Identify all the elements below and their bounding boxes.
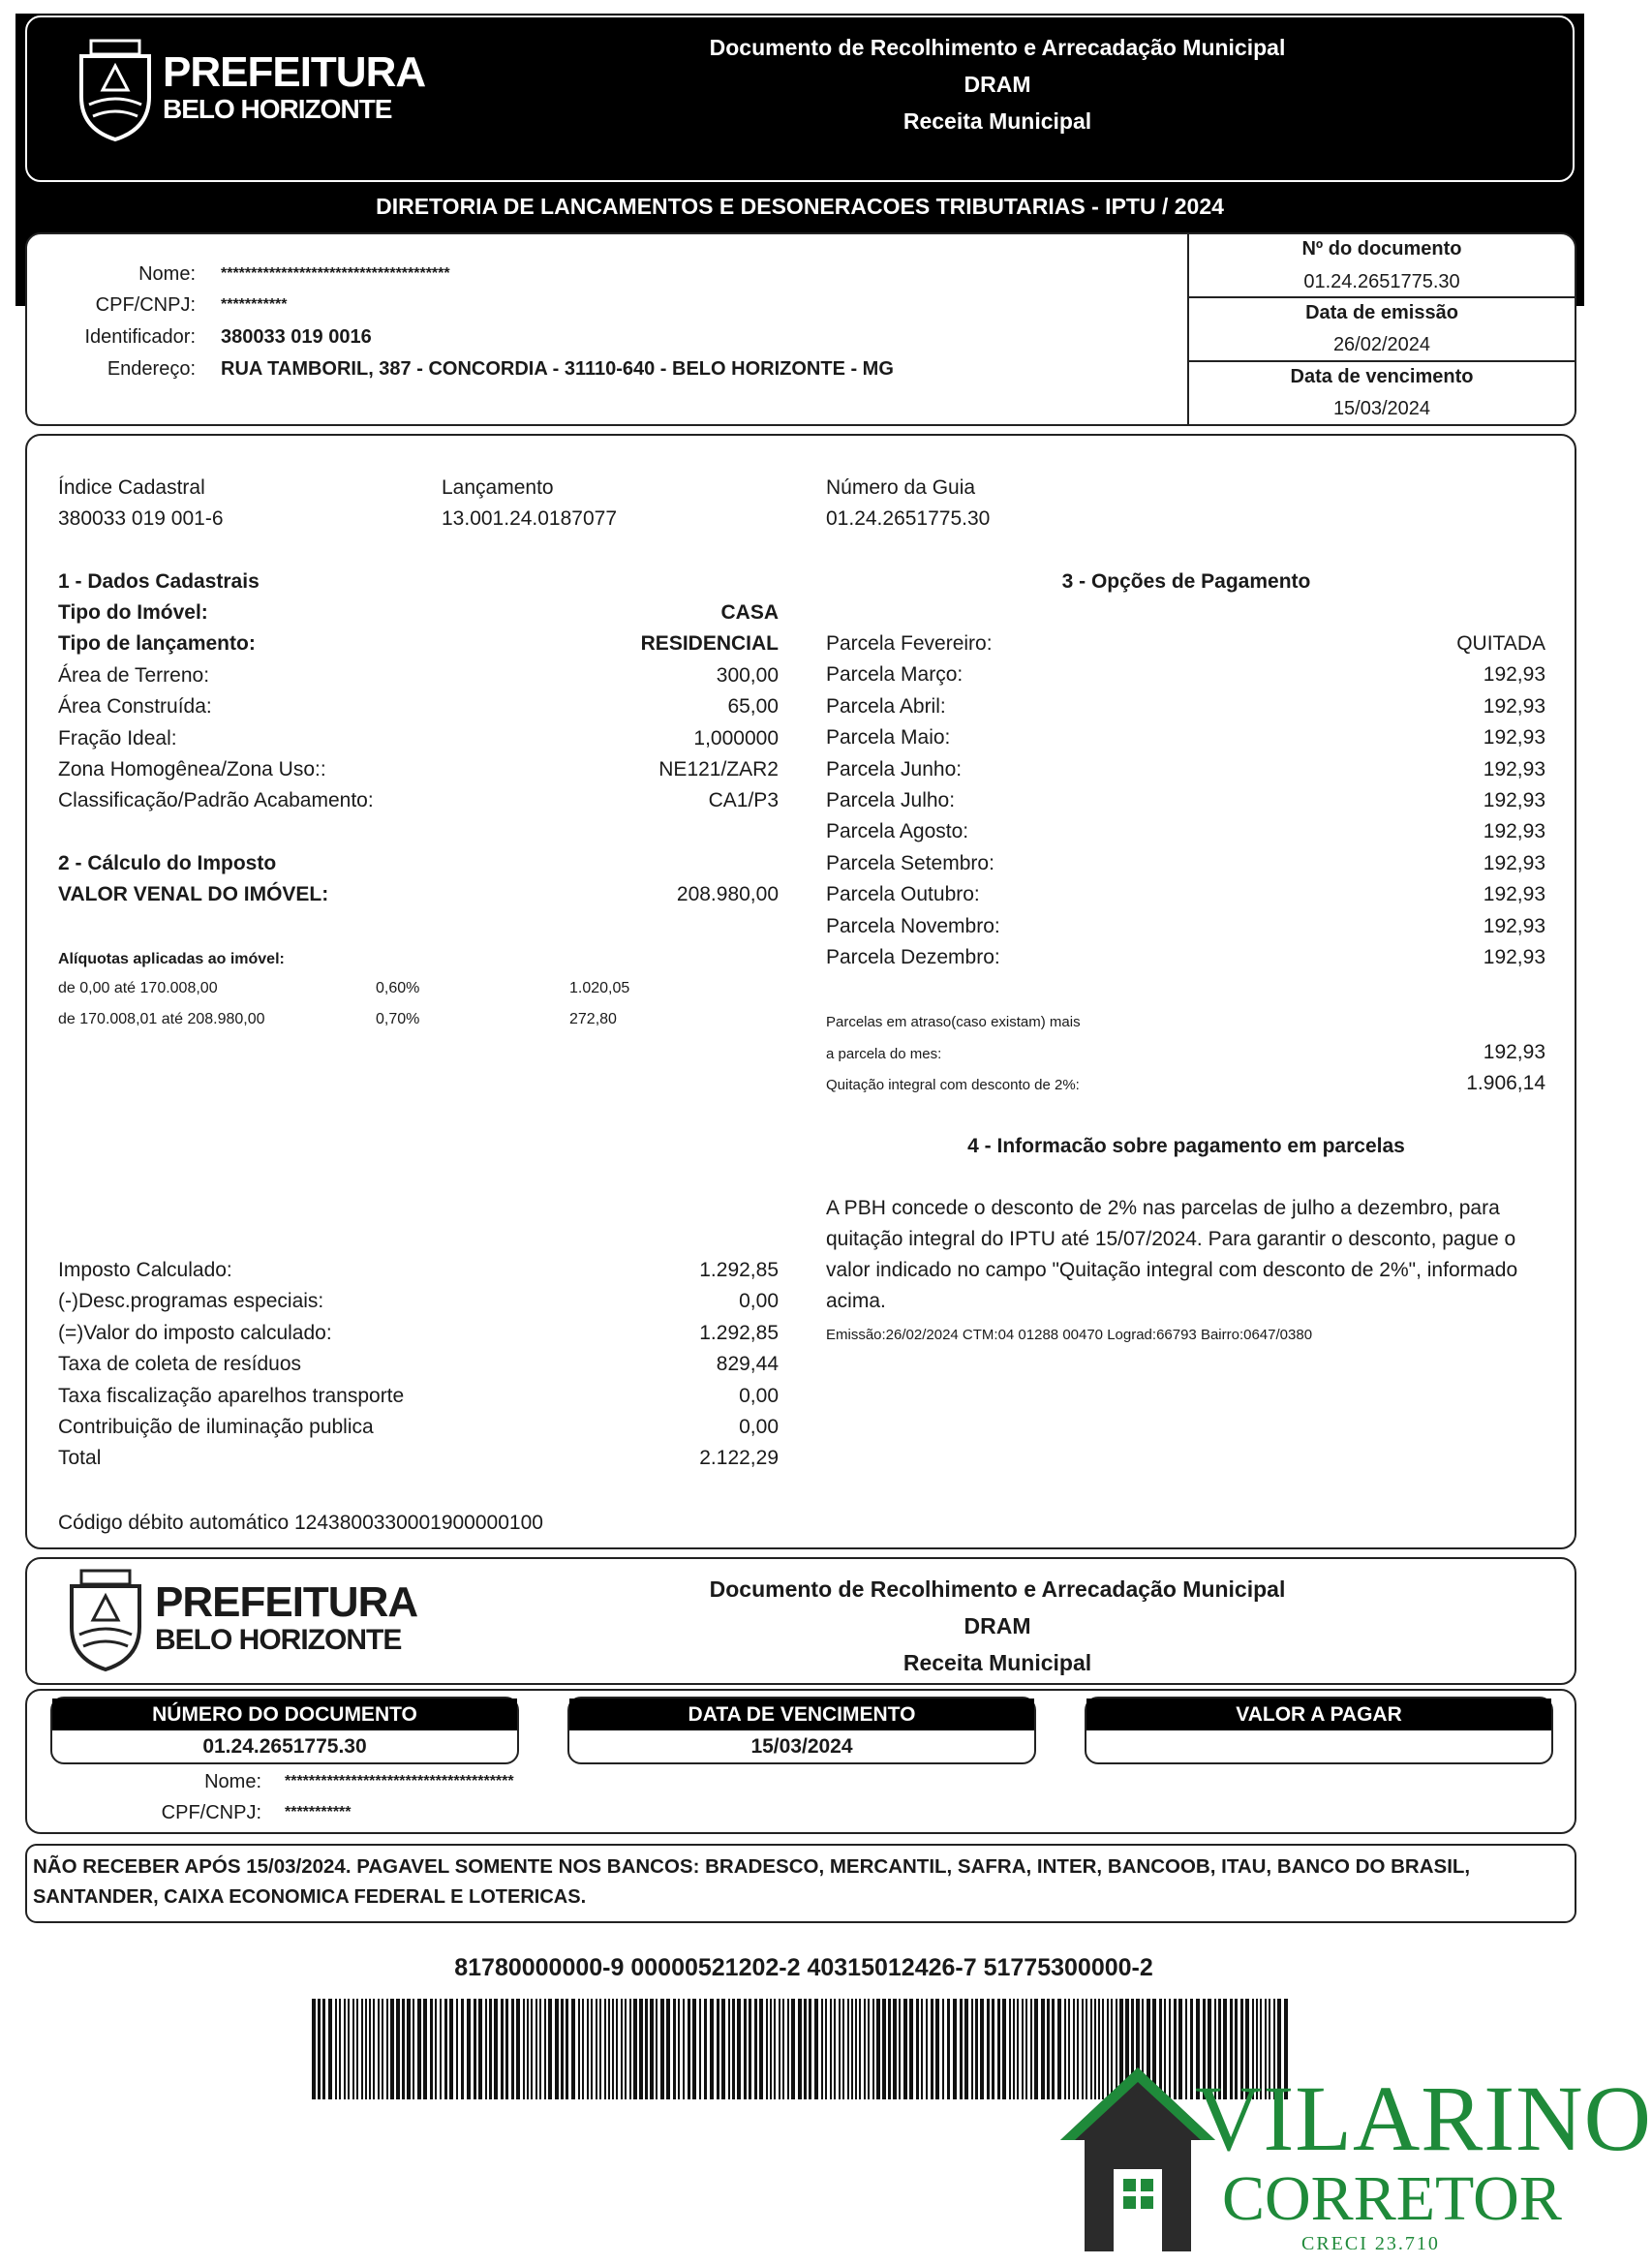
quitacao-label: Quitação integral com desconto de 2%: xyxy=(826,1077,1080,1093)
barcode-bar xyxy=(770,1999,772,2099)
barcode-bar xyxy=(851,1999,853,2099)
barcode-bar xyxy=(791,1999,795,2099)
barcode-bar xyxy=(666,1999,670,2099)
barcode-bar xyxy=(673,1999,676,2099)
total-row-label: Taxa fiscalização aparelhos transporte xyxy=(58,1384,405,1407)
barcode-bar xyxy=(629,1999,631,2099)
barcode-bar xyxy=(352,1999,354,2099)
cpf-label: CPF/CNPJ: xyxy=(95,294,196,316)
barcode-bar xyxy=(599,1999,601,2099)
barcode-bar xyxy=(859,1999,861,2099)
barcode-bar xyxy=(893,1999,897,2099)
barcode-bar xyxy=(779,1999,780,2099)
barcode-bar xyxy=(440,1999,442,2099)
cadastral-row-value: RESIDENCIAL xyxy=(640,632,779,656)
barcode-bar xyxy=(1047,1999,1050,2099)
barcode-bar xyxy=(539,1999,541,2099)
barcode-bar xyxy=(386,1999,388,2099)
barcode-bar xyxy=(511,1999,514,2099)
barcode-bar xyxy=(997,1999,1000,2099)
barcode-bar xyxy=(864,1999,866,2099)
total-row-label: Total xyxy=(58,1447,102,1470)
barcode-bar xyxy=(721,1999,725,2099)
barcode-bar xyxy=(766,1999,768,2099)
barcode-bar xyxy=(616,1999,618,2099)
cadastral-row-value: 300,00 xyxy=(716,663,779,687)
barcode-bar xyxy=(501,1999,504,2099)
total-row-value: 829,44 xyxy=(716,1353,779,1376)
barcode-bar xyxy=(1009,1999,1011,2099)
atraso-line2: a parcela do mes: xyxy=(826,1046,942,1062)
barcode-bar xyxy=(942,1999,944,2099)
barcode-bar xyxy=(692,1999,696,2099)
doc-info-line2 xyxy=(1189,360,1575,362)
parcela-row-label: Parcela Novembro: xyxy=(826,914,1000,937)
barcode-bar xyxy=(328,1999,332,2099)
stub-title-line3: Receita Municipal xyxy=(902,1650,1092,1675)
barcode-bar xyxy=(435,1999,437,2099)
barcode-bar xyxy=(578,1999,580,2099)
stub-brand-line2: BELO HORIZONTE xyxy=(155,1624,402,1656)
barcode-bar xyxy=(754,1999,757,2099)
barcode-bar xyxy=(960,1999,963,2099)
aliquota-range: de 0,00 até 170.008,00 xyxy=(58,980,218,996)
doc-info-divider xyxy=(1187,234,1189,424)
barcode-bar xyxy=(378,1999,380,2099)
brand-line2: BELO HORIZONTE xyxy=(163,94,392,124)
barcode-bar xyxy=(660,1999,664,2099)
barcode-bar xyxy=(555,1999,559,2099)
barcode-bar xyxy=(587,1999,589,2099)
total-row-label: Contribuição de iluminação publica xyxy=(58,1416,374,1438)
parcela-row-value: 192,93 xyxy=(1483,914,1545,937)
barcode-bar xyxy=(478,1999,482,2099)
venal-value: 208.980,00 xyxy=(676,883,779,905)
total-row-value: 1.292,85 xyxy=(699,1259,779,1281)
barcode-bar xyxy=(683,1999,685,2099)
barcode-bar xyxy=(535,1999,537,2099)
barcode-bar xyxy=(774,1999,776,2099)
notice-line2: SANTANDER, CAIXA ECONOMICA FEDERAL E LOTERICAS. xyxy=(33,1886,587,1908)
barcode-bar xyxy=(1017,1999,1019,2099)
total-row-label: (=)Valor do imposto calculado: xyxy=(58,1321,332,1344)
total-row-value: 0,00 xyxy=(739,1290,779,1313)
watermark-line2: CORRETOR xyxy=(1222,2163,1562,2234)
barcode-bar xyxy=(494,1999,498,2099)
section4-text-4: acima. xyxy=(826,1290,886,1312)
barcode-bar xyxy=(834,1999,836,2099)
cpf-value: *********** xyxy=(221,296,288,313)
watermark-line3: CRECI 23.710 xyxy=(1301,2233,1440,2254)
total-row-label: (-)Desc.programas especiais: xyxy=(58,1290,324,1313)
barcode-bar xyxy=(971,1999,973,2099)
header-title-line3: Receita Municipal xyxy=(902,108,1092,134)
barcode-bar xyxy=(688,1999,690,2099)
watermark-line1: VILARINO xyxy=(1195,2066,1652,2170)
barcode-bar xyxy=(369,1999,371,2099)
barcode-bar xyxy=(953,1999,957,2099)
issue-date-value: 26/02/2024 xyxy=(1332,334,1431,355)
aliquota-rate: 0,70% xyxy=(376,1011,420,1027)
section4-text-1: A PBH concede o desconto de 2% nas parcelas de julho a dezembro, para xyxy=(826,1197,1500,1219)
barcode-bar xyxy=(868,1999,870,2099)
barcode-bar xyxy=(318,1999,321,2099)
barcode-bar xyxy=(787,1999,789,2099)
main-body-box xyxy=(25,434,1576,1549)
aliquotas-title: Alíquotas aplicadas ao imóvel: xyxy=(58,951,285,967)
parcela-row-value: 192,93 xyxy=(1483,726,1545,750)
barcode-bar xyxy=(814,1999,818,2099)
total-row-value: 2.122,29 xyxy=(699,1447,779,1470)
cadastral-row-label: Área Construída: xyxy=(58,695,212,719)
barcode-bar xyxy=(935,1999,939,2099)
guia-label: Número da Guia xyxy=(826,476,976,499)
header-title-line1: Documento de Recolhimento e Arrecadação Municipal xyxy=(709,35,1286,60)
barcode-bar xyxy=(916,1999,919,2099)
cadastral-row-label: Fração Ideal: xyxy=(58,726,177,750)
barcode-bar xyxy=(975,1999,978,2099)
barcode-bar xyxy=(931,1999,933,2099)
total-row-label: Imposto Calculado: xyxy=(58,1259,232,1281)
barcode-bar xyxy=(759,1999,763,2099)
parcela-row-value: 192,93 xyxy=(1483,883,1545,906)
parcela-row-label: Parcela Outubro: xyxy=(826,883,980,906)
barcode-bar xyxy=(899,1999,901,2099)
section3-title: 3 - Opções de Pagamento xyxy=(1061,570,1311,593)
cadastral-row-value: CASA xyxy=(720,601,779,624)
barcode-bar xyxy=(903,1999,907,2099)
barcode-bar xyxy=(361,1999,363,2099)
barcode-bar xyxy=(633,1999,637,2099)
guia-value: 01.24.2651775.30 xyxy=(826,507,991,530)
name-value: ************************************** xyxy=(221,265,450,282)
parcela-row-label: Parcela Dezembro: xyxy=(826,946,1000,968)
barcode-bar xyxy=(444,1999,447,2099)
barcode-bar xyxy=(467,1999,471,2099)
barcode-bar xyxy=(523,1999,525,2099)
parcela-row-value: 192,93 xyxy=(1483,789,1545,811)
brand-line1: PREFEITURA xyxy=(163,48,426,96)
cadastral-row-value: 65,00 xyxy=(727,695,779,719)
parcela-row-label: Parcela Agosto: xyxy=(826,820,969,843)
barcode-bar xyxy=(1041,1999,1045,2099)
barcode-bar xyxy=(591,1999,593,2099)
barcode-bar xyxy=(1030,1999,1032,2099)
lancamento-label: Lançamento xyxy=(442,476,554,499)
barcode-bar xyxy=(365,1999,367,2099)
atraso-value: 192,93 xyxy=(1483,1041,1545,1063)
barcode-bar xyxy=(322,1999,325,2099)
doc-number-value: 01.24.2651775.30 xyxy=(1303,271,1460,292)
barcode-bar xyxy=(485,1999,487,2099)
barcode-bar xyxy=(373,1999,375,2099)
barcode-bar xyxy=(809,1999,811,2099)
barcode-bar xyxy=(356,1999,358,2099)
barcode-bar xyxy=(344,1999,346,2099)
barcode-bar xyxy=(621,1999,623,2099)
barcode-bar xyxy=(1002,1999,1006,2099)
barcode-bar xyxy=(571,1999,575,2099)
barcode-bar xyxy=(872,1999,874,2099)
barcode-bar xyxy=(449,1999,453,2099)
parcela-row-label: Parcela Abril: xyxy=(826,694,946,718)
barcode-bar xyxy=(516,1999,520,2099)
stub-amount-label: VALOR A PAGAR xyxy=(1086,1699,1551,1730)
stub-brand-line1: PREFEITURA xyxy=(155,1578,418,1626)
barcode-bar xyxy=(926,1999,928,2099)
quitacao-value: 1.906,14 xyxy=(1466,1072,1545,1094)
debito-automatico: Código débito automático 1243800330001900000100 xyxy=(58,1512,543,1534)
barcode-bar xyxy=(882,1999,886,2099)
barcode-bar xyxy=(596,1999,597,2099)
emissao-line: Emissão:26/02/2024 CTM:04 01288 00470 Lograd:66793 Bairro:0647/0380 xyxy=(826,1327,1313,1343)
identifier-value: 380033 019 0016 xyxy=(221,326,372,348)
barcode-bar xyxy=(566,1999,568,2099)
barcode-bar xyxy=(947,1999,950,2099)
barcode-bar xyxy=(987,1999,990,2099)
parcela-row-value: 192,93 xyxy=(1483,820,1545,843)
parcela-row-value: 192,93 xyxy=(1483,851,1545,874)
cadastral-row-label: Tipo do Imóvel: xyxy=(58,601,208,624)
barcode-bar xyxy=(656,1999,658,2099)
barcode-bar xyxy=(839,1999,841,2099)
barcode-bar xyxy=(842,1999,844,2099)
barcode-bar xyxy=(402,1999,405,2099)
parcela-row-label: Parcela Fevereiro: xyxy=(826,632,993,655)
atraso-line1: Parcelas em atraso(caso existam) mais xyxy=(826,1014,1081,1030)
barcode-bar xyxy=(964,1999,968,2099)
aliquota-rate: 0,60% xyxy=(376,980,420,996)
barcode-bar xyxy=(1052,1999,1055,2099)
doc-number-label: Nº do documento xyxy=(1301,238,1462,260)
barcode-bar xyxy=(855,1999,857,2099)
identifier-label: Identificador: xyxy=(84,326,196,348)
barcode-bar xyxy=(548,1999,552,2099)
name-label: Nome: xyxy=(138,263,196,285)
cadastral-row-label: Zona Homogênea/Zona Uso:: xyxy=(58,758,326,781)
stub-title-line2: DRAM xyxy=(964,1613,1031,1638)
barcode-bar xyxy=(430,1999,433,2099)
section1-title: 1 - Dados Cadastrais xyxy=(58,570,260,593)
barcode-bar xyxy=(582,1999,584,2099)
address-value: RUA TAMBORIL, 387 - CONCORDIA - 31110-640 - BELO HORIZONTE - MG xyxy=(221,358,894,380)
section4-title: 4 - Informacão sobre pagamento em parcelas xyxy=(967,1135,1405,1157)
barcode-bar xyxy=(821,1999,823,2099)
aliquota-value: 272,80 xyxy=(569,1011,617,1027)
stub-doc-number xyxy=(50,1697,519,1764)
barcode-bar xyxy=(1013,1999,1015,2099)
barcode-bar xyxy=(312,1999,316,2099)
barcode-bar xyxy=(382,1999,383,2099)
total-row-value: 0,00 xyxy=(739,1416,779,1438)
barcode-bar xyxy=(544,1999,546,2099)
stub-title-line1: Documento de Recolhimento e Arrecadação Municipal xyxy=(709,1576,1286,1602)
parcela-row-value: 192,93 xyxy=(1483,757,1545,781)
section4-text-3: valor indicado no campo "Quitação integral com desconto de 2%", informado xyxy=(826,1259,1518,1281)
barcode-bar xyxy=(407,1999,411,2099)
cadastral-row-value: NE121/ZAR2 xyxy=(658,758,779,781)
barcode-bar xyxy=(830,1999,832,2099)
barcode-bar xyxy=(847,1999,849,2099)
total-row-label: Taxa de coleta de resíduos xyxy=(58,1353,301,1376)
barcode-bar xyxy=(531,1999,533,2099)
city-crest-logo-stub xyxy=(62,1567,149,1673)
parcela-row-label: Parcela Março: xyxy=(826,663,964,687)
barcode-bar xyxy=(339,1999,341,2099)
barcode-bar xyxy=(749,1999,751,2099)
barcode-bar xyxy=(1022,1999,1024,2099)
barcode-bar xyxy=(992,1999,994,2099)
stub-due-date-label: DATA DE VENCIMENTO xyxy=(569,1699,1034,1730)
section2-title: 2 - Cálculo do Imposto xyxy=(58,852,277,874)
barcode-bar xyxy=(604,1999,606,2099)
barcode-bar xyxy=(335,1999,337,2099)
barcode-bar xyxy=(888,1999,891,2099)
barcode-bar xyxy=(639,1999,643,2099)
barcode-bar xyxy=(717,1999,719,2099)
barcode-bar xyxy=(645,1999,648,2099)
barcode-bar xyxy=(625,1999,627,2099)
stub-name-value: ************************************** xyxy=(285,1773,514,1790)
stub-doc-number-label: NÚMERO DO DOCUMENTO xyxy=(52,1699,517,1730)
parcela-row-label: Parcela Setembro: xyxy=(826,851,994,874)
notice-line1: NÃO RECEBER APÓS 15/03/2024. PAGAVEL SOMENTE NOS BANCOS: BRADESCO, MERCANTIL, SAFRA, INTER, BANCOOB, ITAU, BANCO DO BRASIL, xyxy=(33,1855,1471,1878)
stub-cpf-label: CPF/CNPJ: xyxy=(161,1802,261,1823)
cadastral-label: Índice Cadastral xyxy=(58,476,205,499)
header-title-line2: DRAM xyxy=(964,72,1031,97)
lancamento-value: 13.001.24.0187077 xyxy=(442,507,618,530)
barcode-bar xyxy=(417,1999,421,2099)
cadastral-row-value: CA1/P3 xyxy=(708,789,779,812)
aliquota-range: de 170.008,01 até 208.980,00 xyxy=(58,1011,265,1027)
barcode-bar xyxy=(489,1999,492,2099)
cadastral-value: 380033 019 001-6 xyxy=(58,507,224,530)
barcode-bar xyxy=(704,1999,707,2099)
barcode-bar xyxy=(474,1999,476,2099)
barcode-bar xyxy=(650,1999,654,2099)
parcela-row-label: Parcela Maio: xyxy=(826,726,951,750)
parcela-row-value: 192,93 xyxy=(1483,946,1545,968)
barcode-bar xyxy=(728,1999,730,2099)
barcode-bar xyxy=(1034,1999,1038,2099)
parcela-row-value: 192,93 xyxy=(1483,663,1545,687)
barcode-bar xyxy=(804,1999,807,2099)
stub-due-date xyxy=(567,1697,1036,1764)
stub-due-date-value: 15/03/2024 xyxy=(750,1735,853,1758)
total-row-value: 0,00 xyxy=(739,1384,779,1407)
cadastral-row-label: Tipo de lançamento: xyxy=(58,632,256,656)
barcode-bar xyxy=(710,1999,714,2099)
stub-name-label: Nome: xyxy=(204,1771,261,1792)
barcode-digits: 81780000000-9 00000521202-2 40315012426-7 51775300000-2 xyxy=(454,1954,1153,1981)
barcode-bar xyxy=(825,1999,827,2099)
parcela-row-label: Parcela Junho: xyxy=(826,757,963,781)
barcode-bar xyxy=(909,1999,913,2099)
venal-label: VALOR VENAL DO IMÓVEL: xyxy=(58,883,329,905)
barcode-bar xyxy=(561,1999,564,2099)
stub-cpf-value: *********** xyxy=(285,1804,352,1821)
due-date-label: Data de vencimento xyxy=(1290,366,1474,387)
barcode-bar xyxy=(505,1999,508,2099)
section4-text-2: quitação integral do IPTU até 15/07/2024. Para garantir o desconto, pague o xyxy=(826,1228,1516,1250)
barcode-bar xyxy=(1025,1999,1027,2099)
barcode-bar xyxy=(461,1999,464,2099)
barcode-bar xyxy=(423,1999,427,2099)
barcode-bar xyxy=(737,1999,741,2099)
cadastral-row-label: Área de Terreno: xyxy=(58,663,210,687)
aliquota-value: 1.020,05 xyxy=(569,980,630,996)
issue-date-label: Data de emissão xyxy=(1305,302,1458,323)
parcela-row-value: QUITADA xyxy=(1456,632,1545,655)
barcode-bar xyxy=(390,1999,394,2099)
barcode-bar xyxy=(732,1999,735,2099)
tax-banner: DIRETORIA DE LANCAMENTOS E DESONERACOES TRIBUTARIAS - IPTU / 2024 xyxy=(376,194,1224,219)
barcode-bar xyxy=(798,1999,802,2099)
barcode-bar xyxy=(699,1999,701,2099)
barcode-bar xyxy=(744,1999,747,2099)
stub-doc-number-value: 01.24.2651775.30 xyxy=(202,1735,367,1758)
parcela-row-value: 192,93 xyxy=(1483,694,1545,718)
city-crest-logo xyxy=(72,37,159,143)
barcode-bar xyxy=(876,1999,880,2099)
barcode-bar xyxy=(348,1999,350,2099)
address-label: Endereço: xyxy=(107,358,196,380)
parcela-row-label: Parcela Julho: xyxy=(826,789,956,811)
barcode-bar xyxy=(612,1999,614,2099)
barcode-bar xyxy=(456,1999,458,2099)
stub-amount-value xyxy=(1086,1730,1551,1762)
total-row-value: 1.292,85 xyxy=(699,1321,779,1344)
barcode-bar xyxy=(921,1999,923,2099)
barcode-bar xyxy=(413,1999,414,2099)
barcode-bar xyxy=(782,1999,784,2099)
barcode-bar xyxy=(527,1999,529,2099)
barcode-bar xyxy=(678,1999,680,2099)
cadastral-row-label: Classificação/Padrão Acabamento: xyxy=(58,789,374,812)
barcode-bar xyxy=(980,1999,984,2099)
doc-info-line1 xyxy=(1189,296,1575,298)
stub-amount xyxy=(1085,1697,1553,1764)
due-date-value: 15/03/2024 xyxy=(1332,398,1431,419)
barcode-bar xyxy=(396,1999,400,2099)
cadastral-row-value: 1,000000 xyxy=(693,726,779,750)
barcode-bar xyxy=(608,1999,610,2099)
